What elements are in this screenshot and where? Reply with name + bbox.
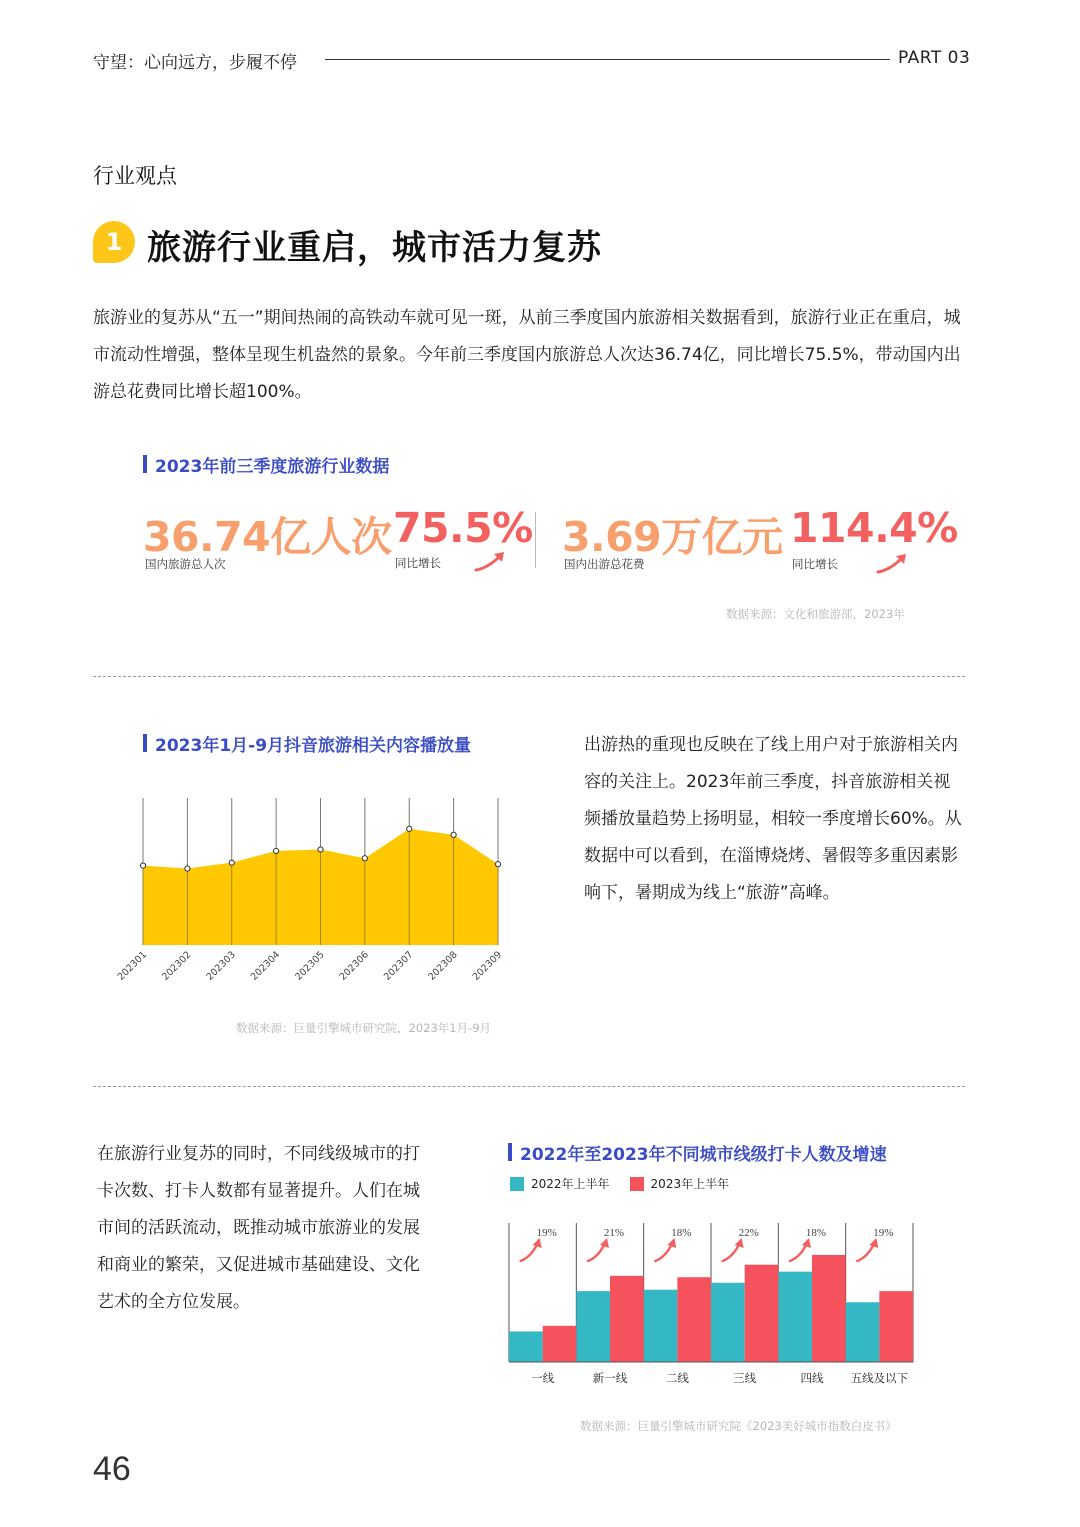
intro-paragraph: 旅游业的复苏从“五一”期间热闹的高铁动车就可见一斑，从前三季度国内旅游相关数据看到，旅游行业正在重启，城市流动性增强，整体呈现生机盎然的景象。今年前三季度国内旅游总人次达36.74亿，同比增长75.5%，带动国内出游总花费同比增长超100%。 <box>93 308 961 402</box>
header-rule <box>325 59 890 60</box>
bar <box>812 1255 846 1362</box>
bar <box>543 1326 577 1362</box>
data-point <box>229 860 234 865</box>
data-point <box>407 826 412 831</box>
legend-swatch <box>510 1177 524 1191</box>
data-point <box>451 832 456 837</box>
up-arrow-head <box>533 1238 542 1248</box>
douyin-source: 数据来源：巨量引擎城市研究院，2023年1月-9月 <box>236 1021 492 1035</box>
growth-label: 22% <box>738 1227 759 1239</box>
legend-item-2023 <box>630 1175 730 1192</box>
x-tick-label: 三线 <box>733 1371 757 1385</box>
x-tick-label: 202307 <box>381 949 416 983</box>
city-chart-legend <box>510 1175 749 1192</box>
legend-item-2022 <box>510 1175 610 1192</box>
city-source: 数据来源：巨量引擎城市研究院《2023美好城市指数白皮书》 <box>580 1419 897 1433</box>
douyin-area-chart <box>100 790 530 990</box>
up-arrow-head <box>600 1238 609 1248</box>
part-label: PART 03 <box>898 48 971 68</box>
stat-label-tourists-growth: 同比增长 <box>395 556 441 570</box>
section-divider <box>93 676 965 677</box>
bar <box>711 1283 745 1362</box>
stat-value-tourists-growth: 75.5% <box>393 504 533 552</box>
up-arrow-head <box>735 1238 744 1248</box>
stats-source: 数据来源：文化和旅游部，2023年 <box>726 607 905 621</box>
legend-swatch <box>630 1177 644 1191</box>
x-tick-label: 202302 <box>160 949 194 983</box>
page-number: 46 <box>93 1450 131 1488</box>
x-tick-label: 202305 <box>293 949 327 983</box>
stat-label-spending-growth: 同比增长 <box>792 557 838 571</box>
stat-label-tourists: 国内旅游总人次 <box>145 557 226 571</box>
city-chart-title: 2022年至2023年不同城市线级打卡人数及增速 <box>508 1140 887 1165</box>
x-tick-label: 202309 <box>470 949 505 983</box>
bar <box>879 1291 913 1362</box>
up-arrow-icon <box>876 552 910 574</box>
up-arrow-icon <box>588 1245 604 1261</box>
bar <box>677 1277 711 1362</box>
up-arrow-icon <box>723 1245 739 1261</box>
up-arrow-head <box>802 1238 811 1248</box>
data-point <box>318 847 323 852</box>
stat-value-spending: 3.69万亿元 <box>562 513 783 561</box>
up-arrow-head <box>869 1238 878 1248</box>
section-divider <box>93 1086 965 1087</box>
bar <box>576 1291 610 1362</box>
x-tick-label: 四线 <box>800 1371 824 1385</box>
douyin-chart-title: 2023年1月-9月抖音旅游相关内容播放量 <box>143 731 471 756</box>
stat-value-tourists: 36.74亿人次 <box>143 513 392 561</box>
x-tick-label: 202301 <box>115 949 150 983</box>
section-number-badge: 1 <box>93 221 135 263</box>
x-tick-label: 202306 <box>337 949 371 983</box>
data-point <box>140 863 145 868</box>
data-point <box>362 856 367 861</box>
up-arrow-icon <box>521 1245 537 1261</box>
city-bar-chart <box>505 1215 925 1395</box>
x-tick-label: 一线 <box>531 1371 555 1385</box>
x-tick-label: 202304 <box>248 949 283 983</box>
x-tick-label: 202303 <box>204 949 238 983</box>
header-title: 守望：心向远方，步履不停 <box>93 53 297 73</box>
growth-label: 18% <box>805 1227 827 1239</box>
x-tick-label: 202308 <box>426 949 460 983</box>
growth-label: 19% <box>536 1227 557 1239</box>
stats-title: 2023年前三季度旅游行业数据 <box>143 452 389 477</box>
up-arrow-icon <box>857 1245 873 1261</box>
legend-label: 2023年上半年 <box>650 1177 730 1191</box>
bar <box>846 1302 880 1362</box>
growth-label: 19% <box>873 1227 894 1239</box>
up-arrow-icon <box>474 550 508 572</box>
data-point <box>274 848 279 853</box>
data-point <box>495 862 500 867</box>
douyin-paragraph: 出游热的重现也反映在了线上用户对于旅游相关内容的关注上。2023年前三季度，抖音旅游相关视频播放量趋势上扬明显，相较一季度增长60%。从数据中可以看到，在淄博烧烤、暑假等多重因素影响下，暑期成为线上“旅游”高峰。 <box>584 735 962 903</box>
section-label: 行业观点 <box>93 164 177 188</box>
x-tick-label: 二线 <box>665 1371 689 1385</box>
growth-label: 18% <box>671 1227 692 1239</box>
legend-label: 2022年上半年 <box>531 1177 610 1191</box>
stat-label-spending: 国内出游总花费 <box>564 557 645 571</box>
main-heading: 旅游行业重启，城市活力复苏 <box>147 228 602 268</box>
data-point <box>185 866 190 871</box>
x-tick-label: 新一线 <box>592 1371 628 1385</box>
up-arrow-icon <box>655 1245 671 1261</box>
bar <box>509 1331 543 1362</box>
bar <box>745 1265 779 1362</box>
x-tick-label: 五线及以下 <box>850 1371 909 1385</box>
city-paragraph: 在旅游行业复苏的同时，不同线级城市的打卡次数、打卡人数都有显著提升。人们在城市间的活跃流动，既推动城市旅游业的发展和商业的繁荣，又促进城市基础建设、文化艺术的全方位发展。 <box>97 1144 420 1312</box>
stat-value-spending-growth: 114.4% <box>790 504 958 552</box>
growth-label: 21% <box>603 1227 625 1239</box>
bar <box>778 1272 812 1362</box>
stats-divider <box>535 512 536 568</box>
bar <box>610 1276 644 1362</box>
up-arrow-icon <box>790 1245 806 1261</box>
bar <box>644 1290 678 1362</box>
